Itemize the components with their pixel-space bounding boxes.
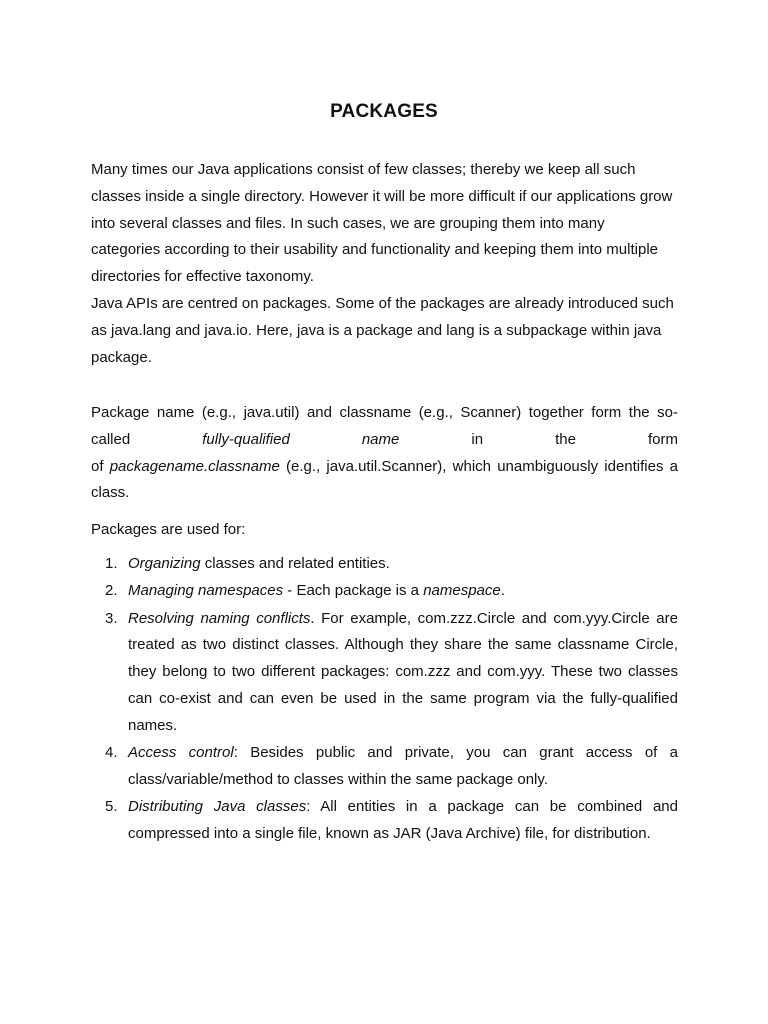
intro-line: directories for effective taxonomy. [91,268,314,286]
list-item-term: Resolving naming conflicts [128,609,311,627]
list-number: 5. [105,798,118,816]
api-line: package. [91,348,152,366]
intro-line: into several classes and files. In such cases, we are grouping them into many [91,214,605,232]
list-number: 4. [105,744,118,762]
list-item-rest: : Besides public and private, you can grant access of a class/variable/method to classes within the same package only. [128,744,678,788]
fqn-term: fully-qualified name [202,430,400,448]
list-item-term-2: namespace [423,582,501,600]
list-item-term: Managing namespaces [128,582,284,600]
list-item [91,740,678,794]
list-item-text [128,551,678,578]
used-for-heading: Packages are used for: [91,521,246,538]
list-item-text [128,740,678,794]
intro-paragraph [91,157,678,291]
list-item [91,551,678,578]
intro-line: categories according to their usability and functionality and keeping them into multiple [91,241,658,259]
list-item-term: Organizing [128,555,201,572]
list-item-rest: . For example, com.zzz.Circle and com.yyy.Circle are treated as two distinct classes. Although they share the same classname Circle, they belong to two different packages: com.zzz and com.yyy. These two classes can co-exist and can even be used in the same program via the fully-qualified names. [128,609,678,734]
fqn-paragraph [91,400,678,507]
fqn-line-4: class. [91,484,130,502]
list-item [91,606,678,740]
list-number: 3. [105,609,118,627]
fqn-of-text: of [91,457,104,475]
page-title: PACKAGES [330,101,438,122]
fqn-line-2 [91,427,678,454]
api-paragraph [91,291,678,371]
fqn-line-1: Package name (e.g., java.util) and classname (e.g., Scanner) together form the so- [91,404,678,421]
api-line: as java.lang and java.io. Here, java is a package and lang is a subpackage within java [91,321,662,339]
fqn-form-text: in the form [471,430,678,448]
list-number: 1. [105,555,118,572]
list-item-rest: classes and related entities. [200,555,390,572]
uses-list [91,551,678,848]
fqn-example-text: (e.g., java.util.Scanner), which unambiguously identifies a [286,457,679,475]
list-item-rest: : All entities in a package can be combined and compressed into a single file, known as JAR (Java Archive) file, for distribution. [128,798,678,842]
list-item-text [128,794,678,848]
list-item-text [128,578,678,605]
fqn-called-text: called [91,430,131,448]
list-number: 2. [105,582,118,600]
fqn-pattern: packagename.classname [109,457,280,475]
intro-line: Many times our Java applications consist of few classes; thereby we keep all such [91,161,636,178]
list-item-term: Distributing Java classes [128,798,307,816]
intro-line: classes inside a single directory. However it will be more difficult if our applications grow [91,187,673,205]
list-item-term: Access control [128,744,234,762]
list-item-text [128,606,678,740]
fqn-line-3 [91,454,678,481]
list-item-middle: - Each package is a [283,582,424,600]
list-item [91,794,678,848]
list-item [91,578,678,605]
list-item-rest: . [500,582,505,600]
api-line: Java APIs are centred on packages. Some of the packages are already introduced such [91,295,674,312]
intro-paragraph-full [0,0,1,1]
